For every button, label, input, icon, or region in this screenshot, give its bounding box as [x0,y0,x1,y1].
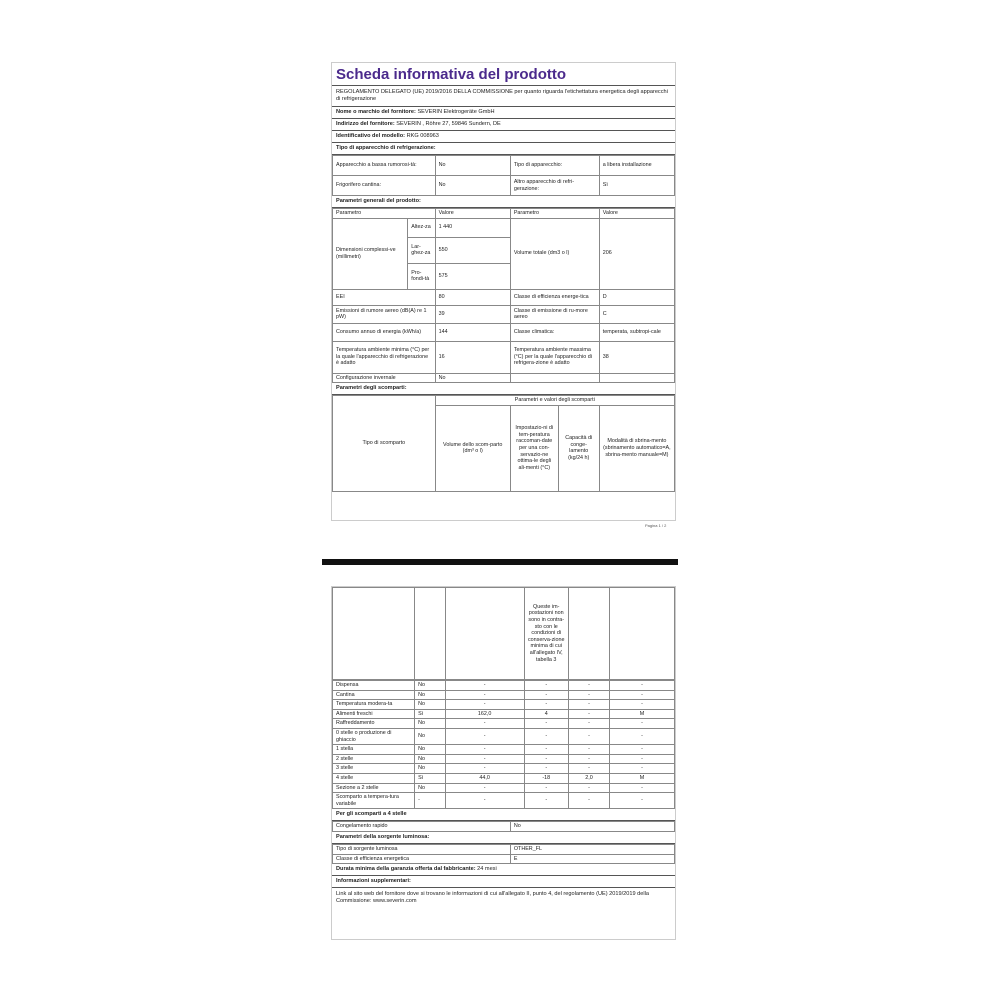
compartment-volume: - [445,719,524,729]
compartment-defrost: - [609,719,674,729]
header-defrost-mode: Modalità di sbrina-mento (sbrinamento automatico=A, sbrina-mento manuale=M) [599,405,674,491]
param-label: Temperatura ambiente minima (°C) per la quale l'apparecchio di refrigerazione è adatto [333,341,436,373]
table-row [333,341,675,373]
empty-cell [415,588,446,680]
compartment-header-table [332,395,675,492]
table-row [333,690,675,700]
document-page-2 [331,586,676,940]
address-label: Indirizzo del fornitore: [336,121,395,127]
table-row [333,305,675,323]
compartment-present: No [415,681,446,691]
table-row [333,700,675,710]
param-value: 38 [599,341,674,373]
address-row [332,119,675,131]
table-row [333,728,675,744]
param-label: Classe di emissione di ru-more aereo [510,305,599,323]
quick-freeze-label: Congelamento rapido [333,822,511,832]
compartment-capacity: - [568,681,609,691]
compartment-name: 2 stelle [333,754,415,764]
type-value: a libera installazione [599,156,674,176]
table-row [333,681,675,691]
compartment-capacity: - [568,690,609,700]
light-value: OTHER_FL [510,844,674,854]
compartment-defrost: - [609,764,674,774]
table-row [333,218,675,237]
table-row [333,156,675,176]
compartment-present: No [415,754,446,764]
compartment-name: Alimenti freschi [333,709,415,719]
dimension-sub-label: Lar-ghez-za [408,237,435,263]
compartment-temperature: 4 [524,709,568,719]
compartment-capacity: 2,0 [568,773,609,783]
param-label [510,373,599,383]
table-header-row [333,209,675,219]
compartment-name: 1 stella [333,745,415,755]
type-value: Sì [599,176,674,196]
table-row [333,822,675,832]
compartment-name: Scomparto a tempera-tura variabile [333,793,415,809]
compartment-defrost: - [609,728,674,744]
type-label: Apparecchio a bassa rumorosi-tà: [333,156,436,176]
address-value: SEVERIN , Röhre 27, 59846 Sundern, DE [396,121,501,127]
param-label: Consumo annuo di energia (kWh/a) [333,323,436,341]
compartment-volume: - [445,764,524,774]
type-value: No [435,176,510,196]
compartment-temperature: - [524,719,568,729]
compartment-defrost: M [609,773,674,783]
page-number: Pagina 1 / 2 [645,523,667,528]
compartment-temperature: - [524,793,568,809]
param-label: Classe climatica: [510,323,599,341]
param-value [599,373,674,383]
compartment-volume: - [445,754,524,764]
table-row [333,373,675,383]
param-value: temperata, subtropi-cale [599,323,674,341]
extra-info-text: Link al sito web del fornitore dove si trovano le informazioni di cui all'allegato II, punto 4, del regolamento (UE) 2019/2019 della Commissione: www.severin.com [336,891,649,905]
light-label: Tipo di sorgente luminosa [333,844,511,854]
header-compartment-type: Tipo di scomparto [333,396,436,492]
compartment-name: 0 stelle o produzione di ghiaccio [333,728,415,744]
compartment-capacity: - [568,793,609,809]
type-value: No [435,156,510,176]
compartment-volume: 162,0 [445,709,524,719]
regulation-text: REGOLAMENTO DELEGATO (UE) 2019/2016 DELLA COMMISSIONE per quanto riguarda l'etichettatura energetica degli apparecchi di refrigerazione [332,86,675,107]
param-value: 39 [435,305,510,323]
compartment-name: 3 stelle [333,764,415,774]
dimension-value: 550 [435,237,510,263]
param-value: D [599,289,674,305]
quick-freeze-table [332,821,675,832]
compartment-name: Temperatura modera-ta [333,700,415,710]
compartment-volume: - [445,681,524,691]
table-row [333,588,675,680]
compartment-volume: 44,0 [445,773,524,783]
compartment-present: No [415,700,446,710]
empty-cell [609,588,674,680]
table-row [333,745,675,755]
compartment-defrost: - [609,793,674,809]
header-freezing-capacity: Capacità di conge-lamento (kg/24 h) [558,405,599,491]
compartment-defrost: - [609,745,674,755]
type-table [332,155,675,196]
model-label: Identificativo del modello: [336,133,405,139]
compartment-section-heading: Parametri degli scomparti: [332,383,675,395]
compartment-present: No [415,728,446,744]
warranty-row [332,864,675,876]
temperature-note: Queste im-postazioni non sono in contra-sto con le condizioni di conserva-zione minima di cui all'allegato IV, tabella 3 [524,588,568,680]
header-temperature: Impostazio-ni di tem-peratura raccoman-date per una con-servazio-ne ottima-le degli ali-menti (°C) [510,405,558,491]
light-value: E [510,854,674,864]
page-title: Scheda informativa del prodotto [332,63,675,86]
param-value: 80 [435,289,510,305]
compartment-capacity: - [568,700,609,710]
compartment-values-table [332,680,675,809]
compartment-volume: - [445,793,524,809]
warranty-label: Durata minima della garanzia offerta dal fabbricante: [336,866,476,873]
table-row [333,754,675,764]
param-value: 16 [435,341,510,373]
header-value: Valore [599,209,674,219]
document-page-1 [331,62,676,521]
page-divider [322,559,678,565]
param-value: 144 [435,323,510,341]
compartment-name: Sezione a 2 stelle [333,783,415,793]
model-value: RKG 008963 [406,133,439,139]
param-label: EEI [333,289,436,305]
light-label: Classe di efficienza energetica [333,854,511,864]
empty-cell [333,588,415,680]
dimension-sub-label: Pro-fondi-tà [408,263,435,289]
table-row [333,854,675,864]
compartment-name: Cantina [333,690,415,700]
type-label: Tipo di apparecchio: [510,156,599,176]
compartment-name: Raffreddamento [333,719,415,729]
compartment-volume: - [445,728,524,744]
type-label: Frigorifero cantina: [333,176,436,196]
compartment-present: No [415,764,446,774]
dimension-value: 575 [435,263,510,289]
compartment-defrost: - [609,783,674,793]
header-compartment-group: Parametri e valori degli scomparti [435,396,674,406]
header-parameter: Parametro [333,209,436,219]
compartment-temperature: - [524,764,568,774]
table-header-row [333,396,675,406]
compartment-present: No [415,690,446,700]
compartment-capacity: - [568,728,609,744]
model-row [332,131,675,143]
param-value: No [435,373,510,383]
table-row [333,764,675,774]
compartment-volume: - [445,690,524,700]
dimension-value: 1 440 [435,218,510,237]
compartment-capacity: - [568,783,609,793]
type-section-heading: Tipo di apparecchio di refrigerazione: [332,143,675,155]
compartment-defrost: M [609,709,674,719]
compartment-temperature: - [524,681,568,691]
dimensions-label: Dimensioni complessi-ve (millimetri) [333,218,408,289]
compartment-present: No [415,719,446,729]
table-row [333,176,675,196]
compartment-name: Dispensa [333,681,415,691]
dimension-sub-label: Altez-za [408,218,435,237]
compartment-table [332,587,675,680]
compartment-temperature: - [524,754,568,764]
volume-label: Volume totale (dm3 o l) [510,218,599,289]
light-section-heading: Parametri della sorgente luminosa: [332,832,675,844]
compartment-defrost: - [609,754,674,764]
compartment-temperature: - [524,728,568,744]
compartment-temperature: - [524,783,568,793]
compartment-capacity: - [568,719,609,729]
compartment-present: Sì [415,773,446,783]
supplier-label: Nome o marchio del fornitore: [336,109,416,115]
param-label: Configurazione invernale [333,373,436,383]
header-volume: Volume dello scom-parto (dm³ o l) [435,405,510,491]
table-row [333,844,675,854]
table-row [333,773,675,783]
table-row [333,793,675,809]
extra-section-heading: Informazioni supplementari: [332,876,675,888]
param-value: C [599,305,674,323]
compartment-present: No [415,783,446,793]
general-section-heading: Parametri generali del prodotto: [332,196,675,208]
quick-freeze-value: No [510,822,674,832]
compartment-volume: - [445,700,524,710]
four-star-section-heading: Per gli scomparti a 4 stelle [332,809,675,821]
light-table [332,844,675,864]
table-row [333,709,675,719]
supplier-row [332,107,675,119]
table-row [333,783,675,793]
param-label: Classe di efficienza energe-tica [510,289,599,305]
volume-value: 206 [599,218,674,289]
empty-cell [568,588,609,680]
param-label: Emissioni di rumore aereo (dB(A) re 1 pW) [333,305,436,323]
table-row [333,719,675,729]
compartment-present: Sì [415,709,446,719]
param-label: Temperatura ambiente massima (°C) per la quale l'apparecchio di refrigera-zione è adatto [510,341,599,373]
supplier-value: SEVERIN Elektrogeräte GmbH [417,109,495,115]
warranty-value: 24 mesi [477,866,497,873]
compartment-temperature: - [524,690,568,700]
compartment-capacity: - [568,709,609,719]
compartment-capacity: - [568,745,609,755]
compartment-defrost: - [609,690,674,700]
compartment-defrost: - [609,700,674,710]
empty-cell [445,588,524,680]
header-parameter: Parametro [510,209,599,219]
compartment-present: - [415,793,446,809]
compartment-capacity: - [568,764,609,774]
compartment-defrost: - [609,681,674,691]
compartment-capacity: - [568,754,609,764]
table-row [333,289,675,305]
type-label: Altro apparecchio di refri-gerazione: [510,176,599,196]
compartment-temperature: -18 [524,773,568,783]
compartment-volume: - [445,783,524,793]
compartment-name: 4 stelle [333,773,415,783]
header-value: Valore [435,209,510,219]
compartment-temperature: - [524,745,568,755]
compartment-present: No [415,745,446,755]
table-row [333,323,675,341]
general-table [332,208,675,383]
compartment-volume: - [445,745,524,755]
compartment-temperature: - [524,700,568,710]
